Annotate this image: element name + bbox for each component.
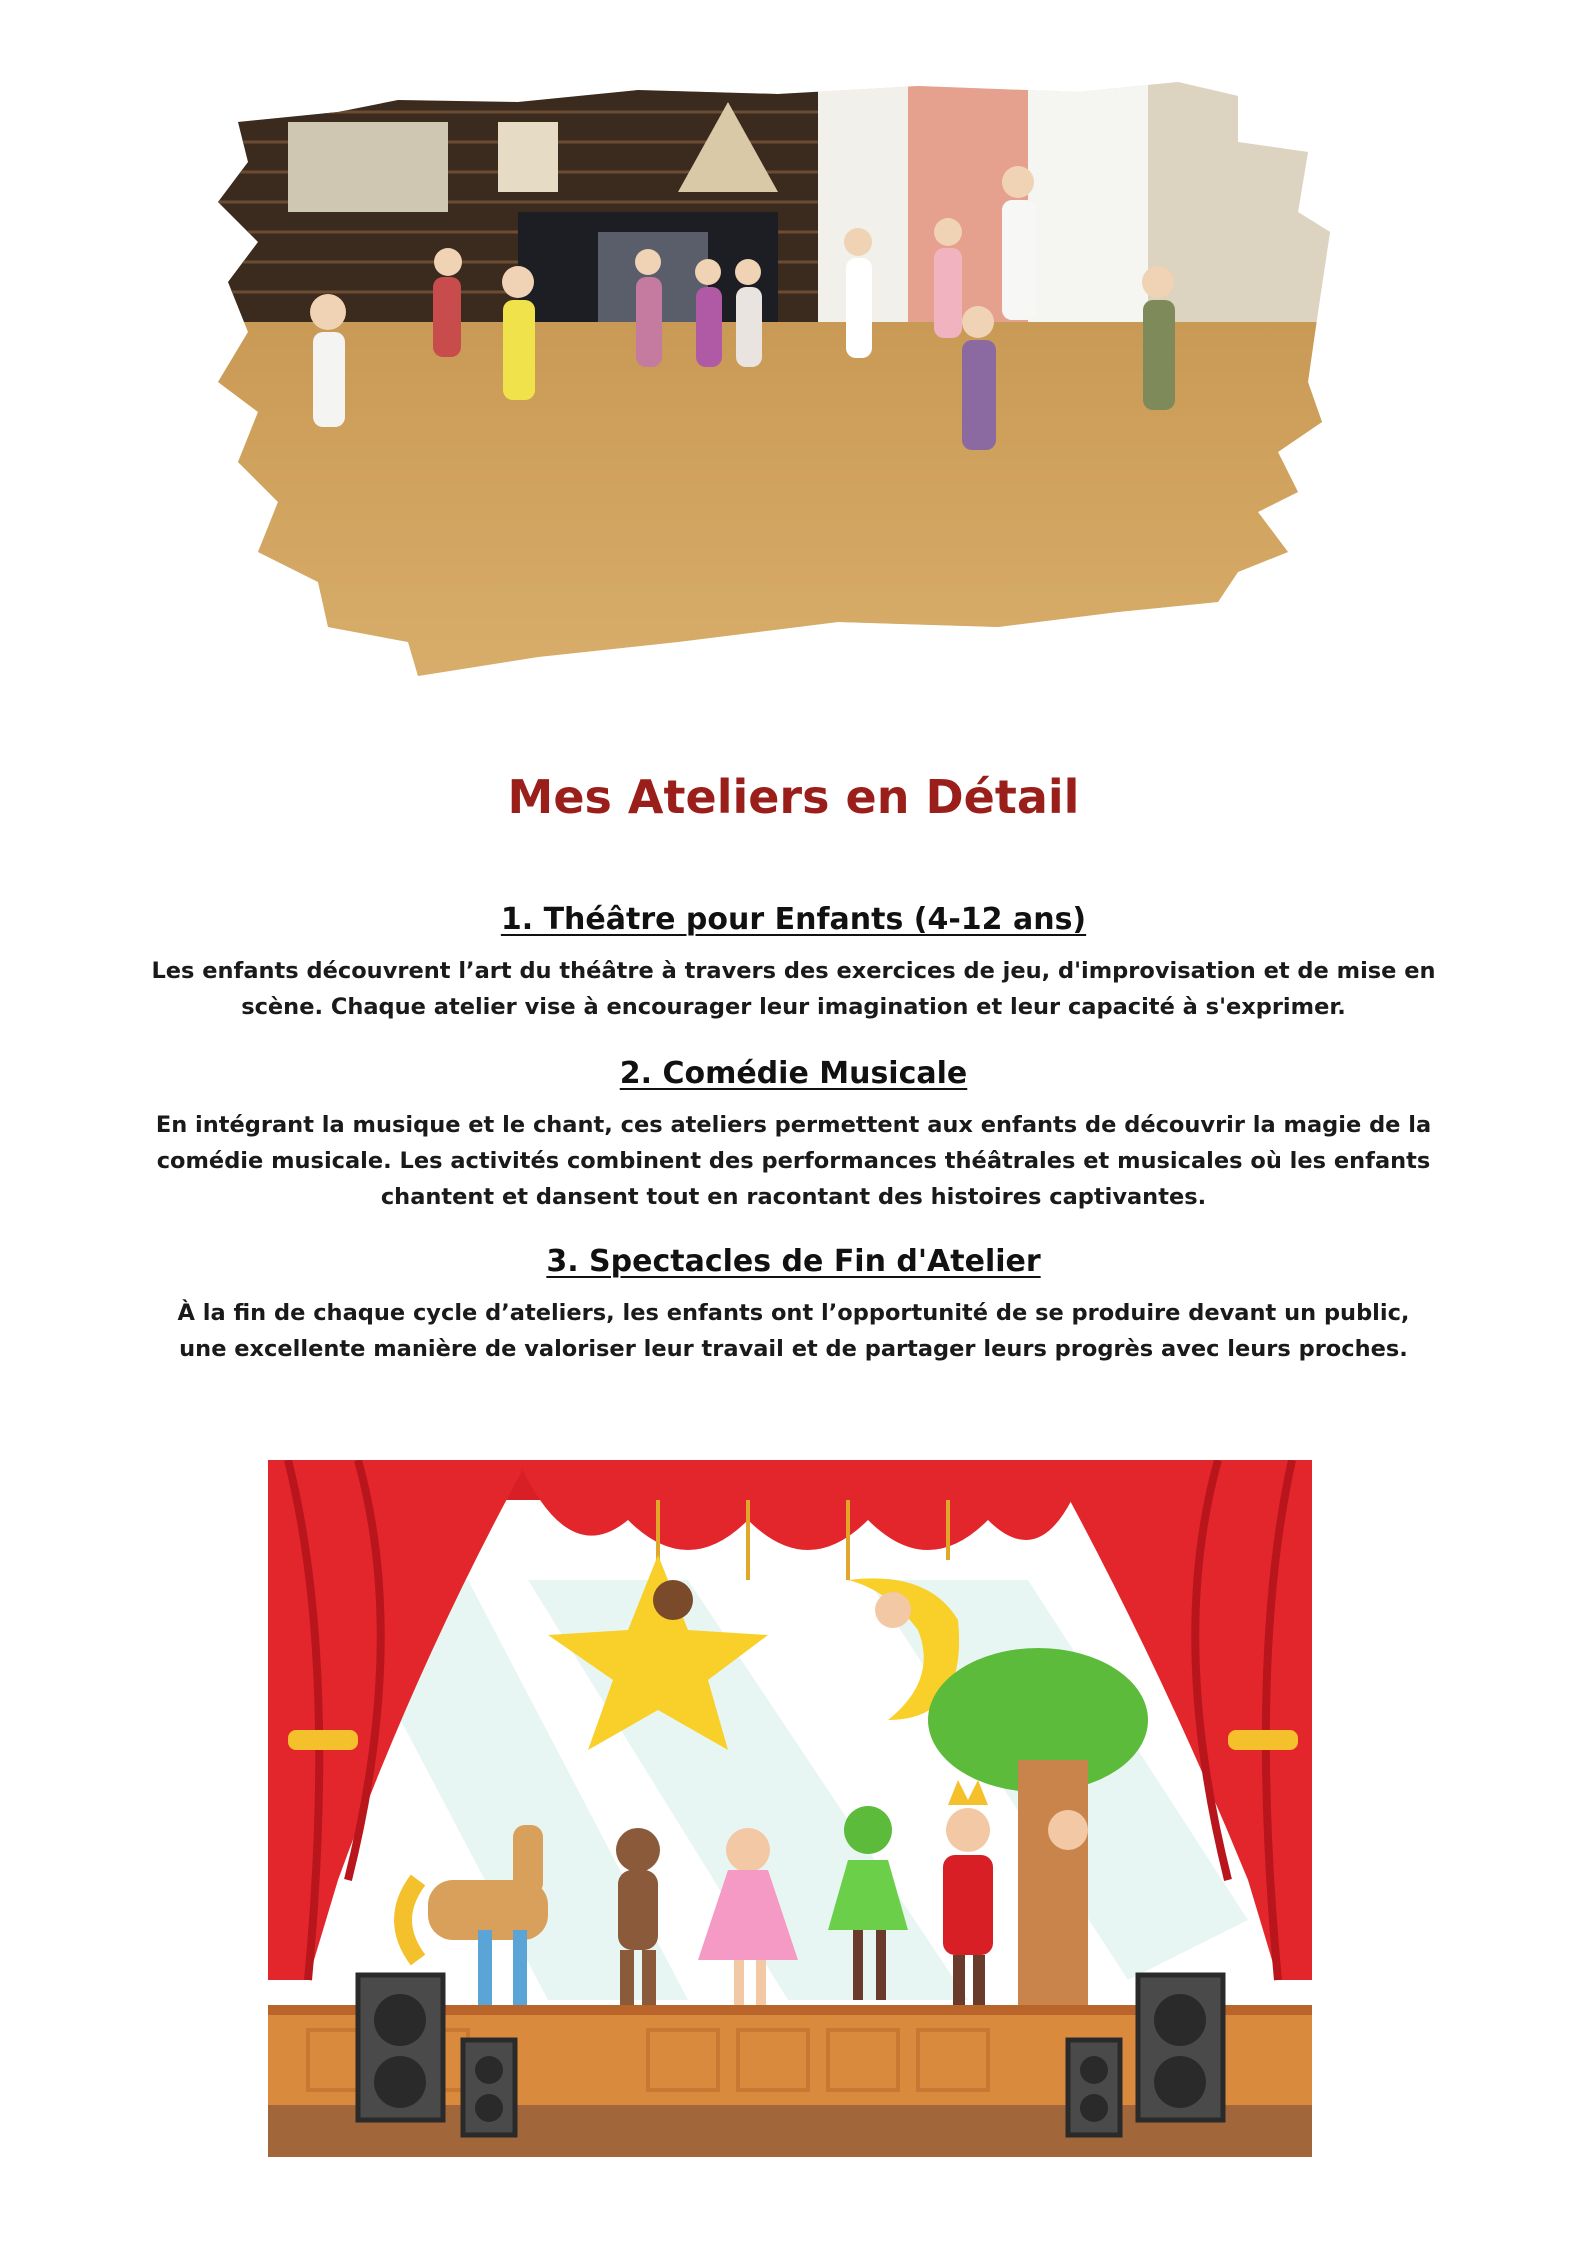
section-body: À la fin de chaque cycle d’ateliers, les enfants ont l’opportunité de se produire devant un public, une excellente manière de valoriser leur travail et de partager leurs progrès avec leurs proches.	[177, 1300, 1410, 1362]
section-theatre-enfants	[150, 902, 1437, 1025]
section-body: En intégrant la musique et le chant, ces ateliers permettent aux enfants de découvrir la magie de la comédie musicale. Les activités combinent des performances théâtrales et musicales où les enfants chantent et dansent tout en racontant des histoires captivantes.	[155, 1112, 1432, 1210]
section-spectacles	[150, 1244, 1437, 1367]
workshop-photo	[218, 82, 1330, 676]
theatre-stage-illustration	[268, 1460, 1312, 2157]
section-heading: 3. Spectacles de Fin d'Atelier	[546, 1244, 1041, 1279]
section-comedie-musicale	[150, 1056, 1437, 1215]
page-title: Mes Ateliers en Détail	[507, 770, 1080, 824]
theatre-stage-icon	[268, 1460, 1312, 2157]
section-body: Les enfants découvrent l’art du théâtre à travers des exercices de jeu, d'improvisation et de mise en scène. Chaque atelier vise à encourager leur imagination et leur capacité à s'exprimer.	[151, 958, 1436, 1020]
children-workshop-photo-icon	[218, 82, 1330, 676]
section-heading: 1. Théâtre pour Enfants (4-12 ans)	[500, 902, 1087, 937]
section-heading: 2. Comédie Musicale	[619, 1056, 968, 1091]
